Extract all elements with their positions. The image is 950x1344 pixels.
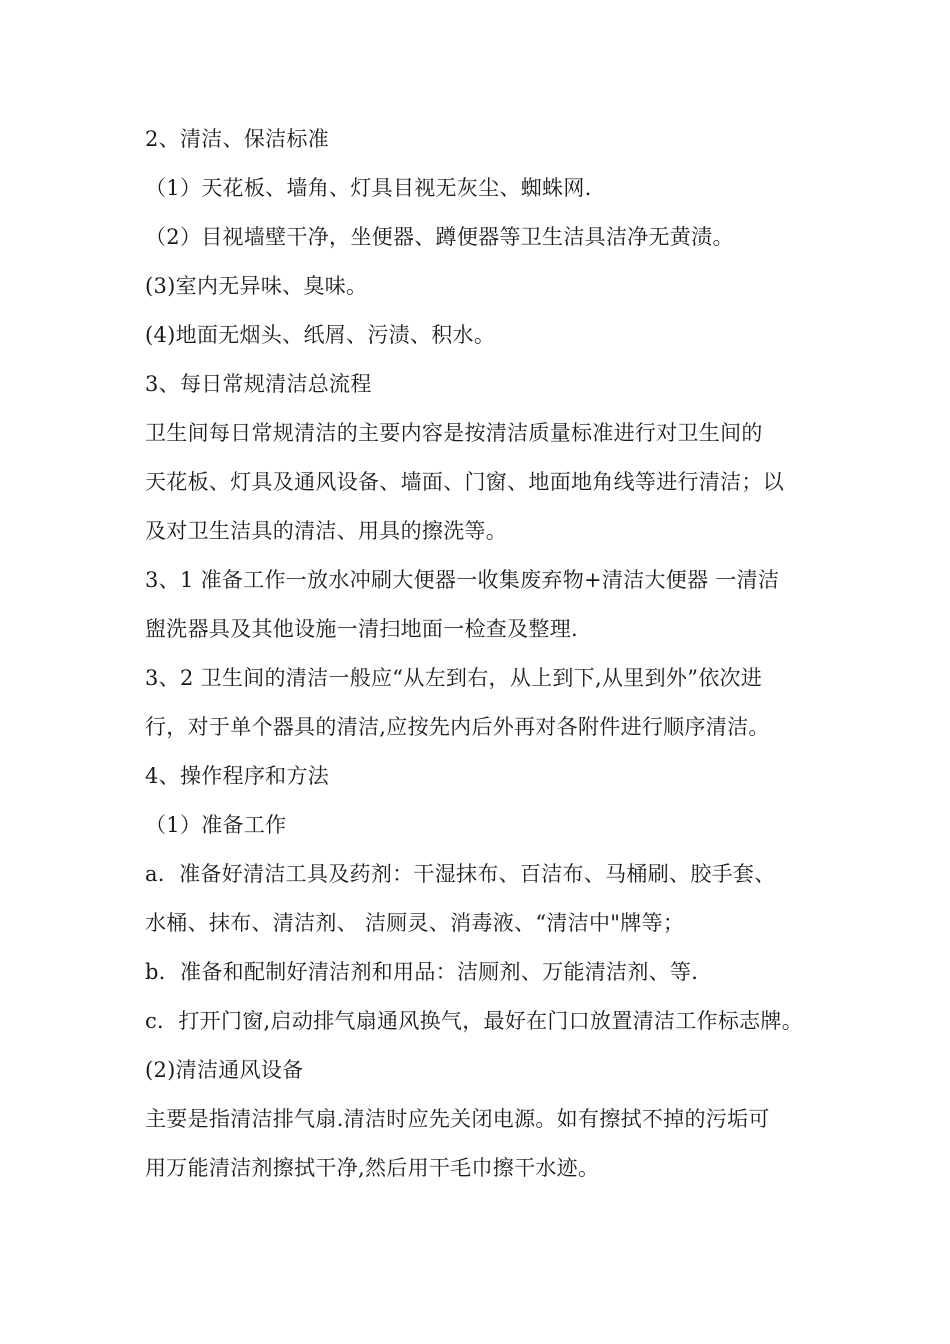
paragraph-line: 用万能清洁剂擦拭干净,然后用干毛巾擦干水迹。: [145, 1156, 600, 1180]
list-item-c: c．打开门窗,启动排气扇通风换气，最好在门口放置清洁工作标志牌。: [145, 1009, 804, 1033]
paragraph-line: 行，对于单个器具的清洁,应按先内后外再对各附件进行顺序清洁。: [145, 715, 770, 739]
paragraph-line: 及对卫生洁具的清洁、用具的擦洗等。: [145, 519, 508, 543]
standard-item-2: （2）目视墙壁干净，坐便器、蹲便器等卫生洁具洁净无黄渍。: [145, 225, 734, 249]
section-heading-daily-process: 3、每日常规清洁总流程: [145, 372, 372, 396]
document-body: [145, 115, 815, 1193]
standard-item-4: (4)地面无烟头、纸屑、污渍、积水。: [145, 323, 496, 347]
section-heading-cleaning-standard: 2、清洁、保洁标准: [145, 127, 330, 151]
subheading-preparation: （1）准备工作: [145, 813, 287, 837]
list-item-b: b．准备和配制好清洁剂和用品：洁厕剂、万能清洁剂、等.: [145, 960, 699, 984]
paragraph-line: 卫生间每日常规清洁的主要内容是按清洁质量标准进行对卫生间的: [145, 421, 763, 445]
paragraph-line: 3、2 卫生间的清洁一般应“从左到右，从上到下,从里到外”依次进: [145, 666, 763, 690]
list-item-a-continued: 水桶、抹布、清洁剂、 洁厕灵、消毒液、“清洁中"牌等；: [145, 911, 685, 935]
standard-item-3: (3)室内无异味、臭味。: [145, 274, 368, 298]
subheading-ventilation: (2)清洁通风设备: [145, 1058, 304, 1082]
list-item-a: a．准备好清洁工具及药剂：干湿抹布、百洁布、马桶刷、胶手套、: [145, 862, 776, 886]
section-heading-procedure: 4、操作程序和方法: [145, 764, 330, 788]
paragraph-line: 3、1 准备工作一放水冲刷大便器一收集废弃物+清洁大便器 一清洁: [145, 568, 780, 592]
paragraph-line: 主要是指清洁排气扇.清洁时应先关闭电源。如有擦拭不掉的污垢可: [145, 1107, 770, 1131]
standard-item-1: （1）天花板、墙角、灯具目视无灰尘、蜘蛛网.: [145, 176, 592, 200]
paragraph-line: 天花板、灯具及通风设备、墙面、门窗、地面地角线等进行清洁；以: [145, 470, 784, 494]
paragraph-line: 盥洗器具及其他设施一清扫地面一检查及整理.: [145, 617, 578, 641]
